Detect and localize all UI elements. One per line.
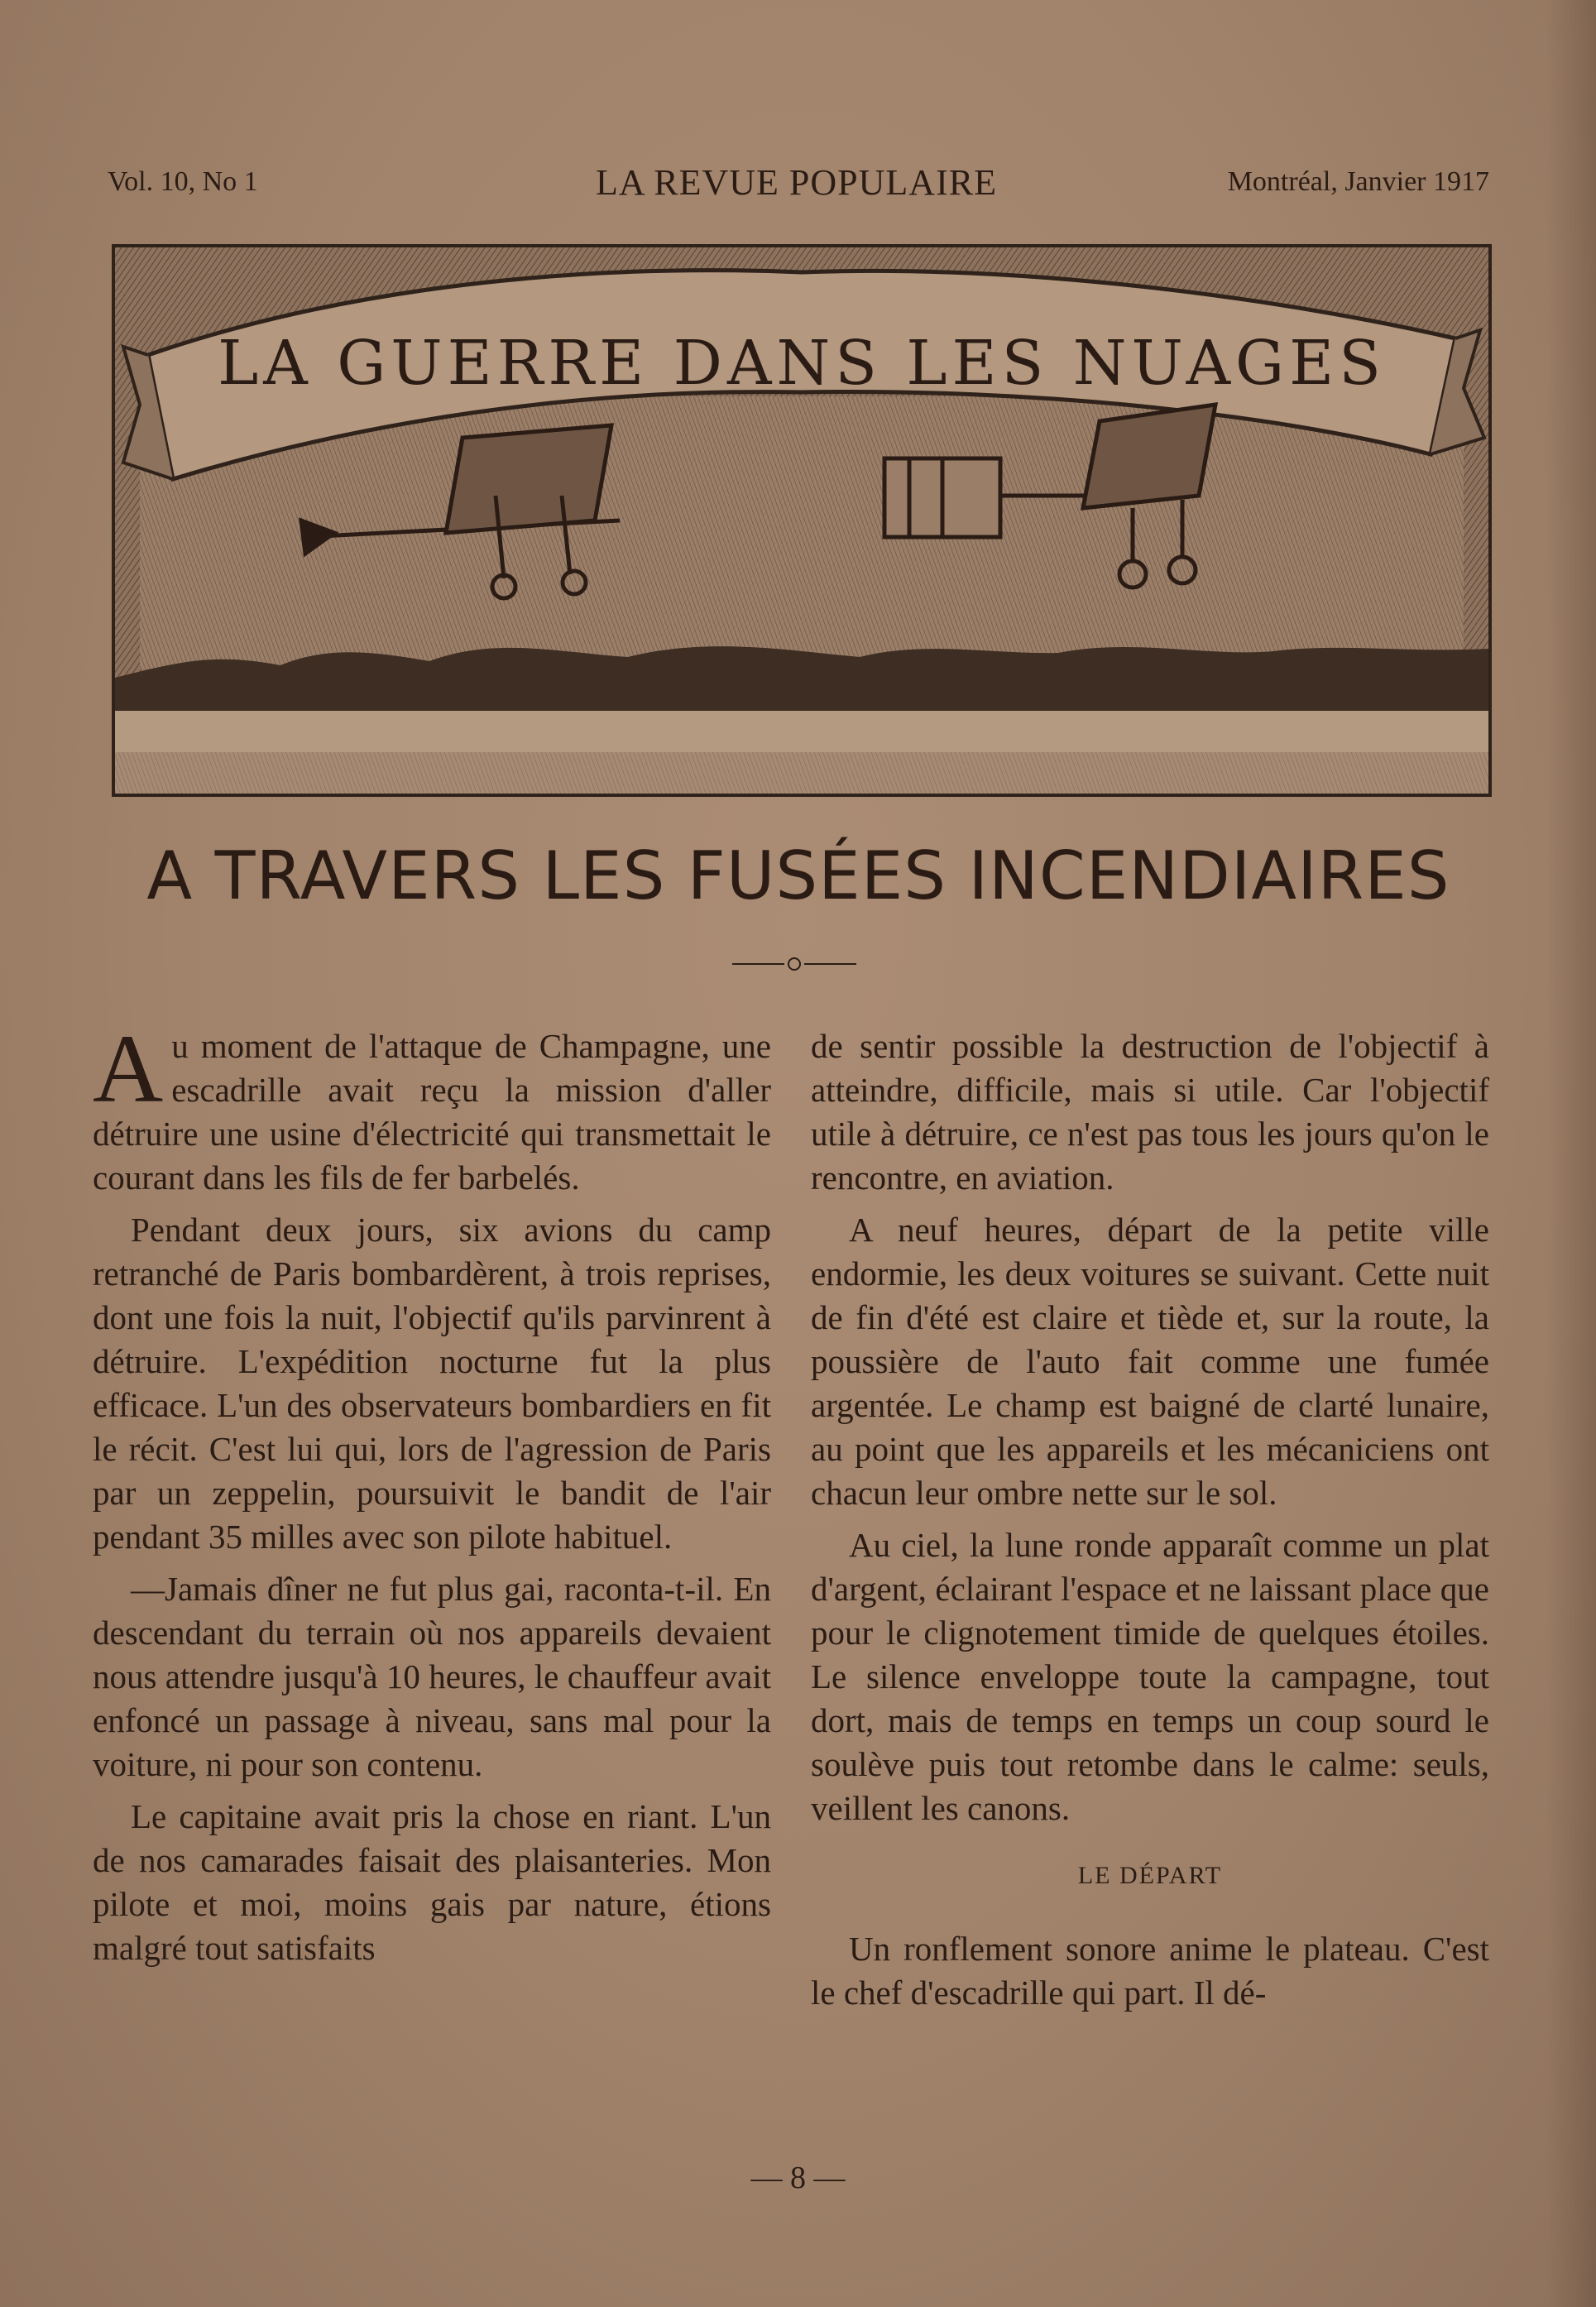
- page-number: — 8 —: [750, 2161, 846, 2195]
- left-column: [93, 1014, 771, 1978]
- banner-illustration: [115, 247, 1488, 794]
- issue-date: Montréal, Janvier 1917: [1227, 166, 1489, 197]
- volume-number: Vol. 10, No 1: [108, 166, 258, 197]
- masthead: [103, 161, 1489, 211]
- article-headline: A TRAVERS LES FUSÉES INCENDIAIRES: [146, 837, 1450, 914]
- paragraph: Un ronflement sonore anime le plateau. C'est le chef d'escadrille qui part. Il dé-: [811, 1930, 1489, 2012]
- paragraph: Le capitaine avait pris la chose en riant. L'un de nos camarades faisait des plaisanteries. Mon pilote et moi, moins gais par nature, étions malgré tout satisfaits: [93, 1797, 771, 1967]
- paragraph: de sentir possible la destruction de l'objectif à atteindre, difficile, mais si utile. Car l'objectif utile à détruire, ce n'est pas tous les jours qu'on le rencontre, en aviation.: [811, 1027, 1489, 1197]
- paper-edge-shadow: [1546, 0, 1596, 2307]
- treeline: [115, 646, 1488, 711]
- paragraph: Au ciel, la lune ronde apparaît comme un plat d'argent, éclairant l'espace et ne laissant place que pour le clignotement timide de quelques étoiles. Le silence enveloppe toute la campagne, tout dort, mais de temps en temps un coup sourd le soulève puis tout retombe dans le calme: seuls, veillent les canons.: [811, 1526, 1489, 1827]
- paragraph: A neuf heures, départ de la petite ville endormie, les deux voitures se suivant. Cette nuit de fin d'été est claire et tiède et, sur la route, la poussière de l'auto fait comme une fumée argentée. Le champ est baigné de clarté lunaire, au point que les appareils et les mécaniciens ont chacun leur ombre nette sur le sol.: [811, 1211, 1489, 1512]
- banner-ribbon-text: LA GUERRE DANS LES NUAGES: [218, 328, 1386, 399]
- right-column: [811, 1024, 1489, 2023]
- paragraph: —Jamais dîner ne fut plus gai, raconta-t-il. En descendant du terrain où nos appareils devaient nous attendre jusqu'à 10 heures, le chauffeur avait enfoncé un passage à niveau, sans mal pour la voiture, ni pour son contenu.: [93, 1570, 771, 1783]
- ornament-divider-icon: [728, 952, 860, 976]
- paragraph: Pendant deux jours, six avions du camp retranché de Paris bombardèrent, à trois reprises, dont une fois la nuit, l'objectif qu'ils parvinrent à détruire. L'expédition nocturne fut la plus efficace. L'un des observateurs bombardiers en fit le récit. C'est lui qui, lors de l'agression de Paris par un zeppelin, poursuivit le bandit de l'air pendant 35 milles avec son pilote habituel.: [93, 1211, 771, 1556]
- section-heading: LE DÉPART: [1077, 1862, 1223, 1889]
- magazine-title: LA REVUE POPULAIRE: [596, 162, 997, 203]
- paragraph: [93, 1014, 771, 1200]
- illustrated-banner: [112, 244, 1492, 797]
- paragraph-text: u moment de l'attaque de Champagne, une escadrille avait reçu la mission d'aller détruire une usine d'électricité qui transmettait le courant dans les fils de fer barbelés.: [93, 1027, 771, 1197]
- drop-cap: A: [93, 1014, 164, 1123]
